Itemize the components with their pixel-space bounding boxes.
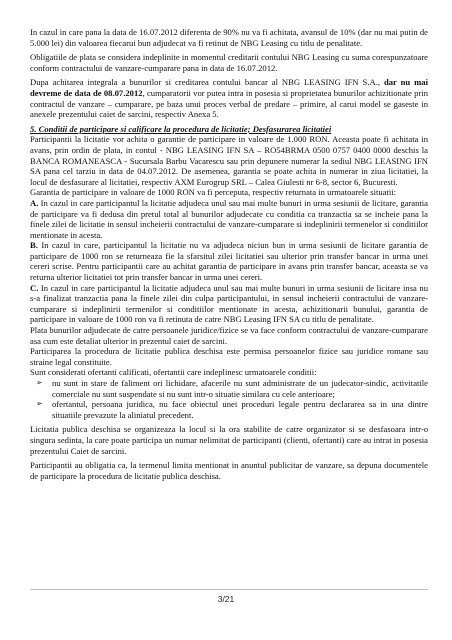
conditions-list bbox=[30, 378, 428, 420]
page-number: 3/21 bbox=[217, 594, 235, 604]
arrow-bullet-icon: ➢ bbox=[36, 399, 43, 409]
paragraph-guarantee: Participantii la licitatie vor achita o garantie de participare in valoare de 1.000 RON. Aceasta poate fi achitata in avans, prin ordin de plata, in contul - NBG LEASING IFN SA – RO54BRMA 0500 0757 0400 0000 deschis la BANCA ROMANEASCA - Sucursala Barbu Vacarescu sau prin depunere numerar la sediul NBG LEASING IFN SA pana cel tarziu in data de 04.07.2012. De asemenea, garantia se poate achita in numerar in ziua licitatiei, la locul de desfasurare al licitatiei, respectiv AXM Eurogrup SRL – Calea Giulesti nr 6-8, sector 6, Bucuresti. bbox=[30, 134, 428, 187]
paragraph-payment-contract: Plata bunurilor adjudecate de catre persoanele juridice/fizice se va face conform contractului de vanzare-cumparare asa cum este detaliat ulterior in prezentul caiet de sarcini. bbox=[30, 325, 428, 346]
possession-text-start: Dupa achitarea integrala a bunurilor si creditarea contului bancar al NBG LEASING IFN S.A., bbox=[30, 77, 384, 88]
paragraph-participant-obligations: Participantii au obligatia ca, la termenul limita mentionat in anuntul publicitar de vanzare, sa depuna documentele de participare la procedura de licitatie publica deschisa. bbox=[30, 460, 428, 481]
paragraph-penalty: In cazul in care pana la data de 16.07.2012 diferenta de 90% nu va fi achitata, avansul de 10% (dar nu mai putin de 5.000 lei) din valoarea fiecarui bun adjudecat va fi retinut de NBG Leasing cu titlu de penalitate. bbox=[30, 27, 428, 48]
possession-date-emphasis: dar nu mai devreme de data de 08.07.2012 bbox=[30, 77, 428, 98]
paragraph-eligibility: Participarea la procedura de licitatie publica deschisa este permisa persoanelor fizice sau juridice romane sau straine legal constituite. bbox=[30, 346, 428, 367]
situation-a bbox=[30, 198, 428, 240]
section-5-heading: 5. Conditii de participare si calificare la procedura de licitatie; Desfasurarea licitatiei bbox=[30, 123, 332, 134]
document-body bbox=[30, 27, 428, 485]
possession-text-end: , cumparatorii vor putea intra in posesia si proprietatea bunurilor achizitionate prin contractul de vanzare – cumparare, pe baza unui proces verbal de predare – primire, al carui model se gaseste in anexele prezentului caiet de sarcini, respectiv Anexa 5. bbox=[30, 87, 428, 120]
situation-b bbox=[30, 240, 428, 282]
paragraph-auction-organization: Licitatia publica deschisa se organizeaza la locul si la ora stabilite de catre organizator si se desfasoara intr-o singura sedinta, la care poate participa un numar nelimitat de participanti (clienti, ofertanti) care au intrat in posesia prezentului Caiet de sarcini. bbox=[30, 424, 428, 456]
footer-divider bbox=[30, 589, 428, 590]
situation-b-label: B. bbox=[30, 240, 38, 251]
paragraph-payment-obligations: Obligatiile de plata se considera indeplinite in momentul creditarii contului NBG Leasing cu suma corespunzatoare conform contractului de vanzare-cumparare pana in data de 16.07.2012. bbox=[30, 52, 428, 73]
list-item: ➢ ofertantul, persoana juridica, nu face obiectul unei proceduri legale pentru declararea sa in una dintre situatiile prevazute la aliniatul precedent. bbox=[36, 399, 428, 420]
situation-a-label: A. bbox=[30, 197, 39, 208]
paragraph-possession bbox=[30, 77, 428, 119]
paragraph-qualified-bidders: Sunt considerati ofertanti calificati, ofertantii care indeplinesc urmatoarele conditii: bbox=[30, 367, 317, 378]
situation-b-text: In cazul in care, participantul la licitatie nu va adjudeca niciun bun in urma sesiunii de licitare garantia de participare de 1000 ron se returneaza fie la sfarsitul zilei licitatiei sau ulterior prin transfer bancar in urma unei cereri scrise. Pentru participantii care au achitat garantia de participare in avans prin transfer bancar, aceasta se va returna ulterior licitatiei tot prin transfer bancar in urma unei cereri. bbox=[30, 240, 428, 283]
situation-c-text: In cazul in care participantul la licitatie adjudeca unul sau mai multe bunuri in urma sesiunii de licitare insa nu s-a finalizat tranzactia pana la finele zilei din culpa participantului, in sensul incheierii contractului de vanzare-cumparare si indeplinirii termenilor si conditiilor mentionate in acesta, achizitionarii bunului, garantia de participare in valoare de 1000 ron va fi retinuta de catre NBG Leasing IFN SA cu titlu de penalitate. bbox=[30, 282, 428, 325]
list-item: ➢ nu sunt in stare de faliment ori lichidare, afacerile nu sunt administrate de un judecator-sindic, activitatile comerciale nu sunt suspendate si nu sunt intr-o situatie similara cu cele anterioare; bbox=[36, 378, 428, 399]
arrow-bullet-icon: ➢ bbox=[36, 378, 43, 387]
situation-c-label: C. bbox=[30, 282, 39, 293]
situation-c bbox=[30, 283, 428, 325]
paragraph-guarantee-situations: Garantia de participare in valoare de 1000 RON va fi perceputa, respectiv returnata in urmatoarele situatii: bbox=[30, 187, 397, 198]
situation-a-text: In cazul in care participantul la licitatie adjudeca unul sau mai multe bunuri in urma sesiunii de licitare, garantia de participare va fi dedusa din pretul total al bunurilor adjudecate cu conditia ca tranzactia sa se incheie pana la finele zilei de licitatie in sensul incheierii contractului de vanzare-cumparare si indeplinirii termenelor si conditiilor mentionate in acesta. bbox=[30, 197, 428, 240]
